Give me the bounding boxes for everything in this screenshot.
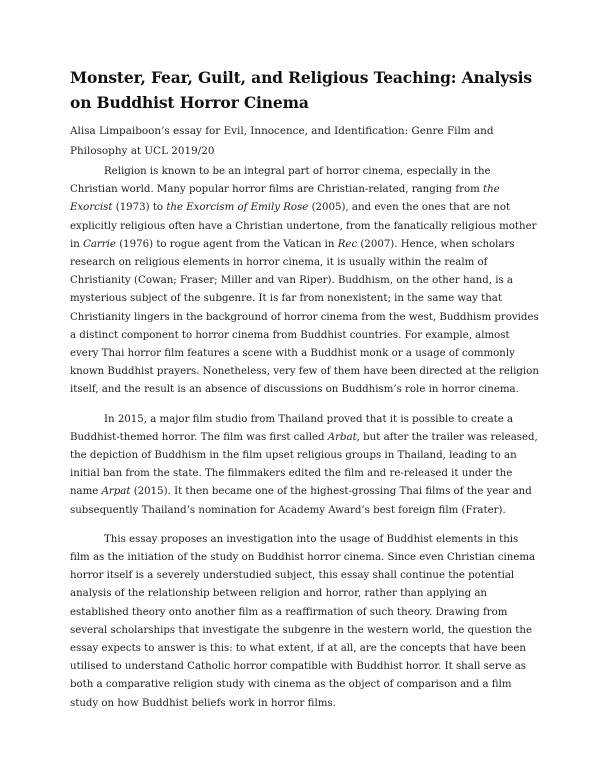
text-run: Religion is known to be an integral part of horror cinema, especially in the Christian world. Many popular horror films are Christian-related, ranging from [70,166,491,196]
document-title: Monster, Fear, Guilt, and Religious Teaching: Analysis on Buddhist Horror Cinema [70,68,532,112]
text-run: (2015). It then became one of the highest-grossing Thai films of the year and subsequently Thailand’s nomination for Academy Award’s best foreign film (Frater). [70,486,532,516]
document-subtitle: Alisa Limpaiboon’s essay for Evil, Innocence, and Identification: Genre Film and Philosophy at UCL 2019/20 [70,125,494,157]
italic-title-run: Arbat [327,431,357,443]
text-run: (1976) to rogue agent from the Vatican in [115,238,338,250]
text-run: (2005), and even the ones that are not explicitly religious often have a Christian undertone, from the fanatically religious mother in [70,202,537,250]
italic-title-run: the Exorcist [70,184,500,214]
text-run: , but after the trailer was released, the depiction of Buddhism in the film upset religious groups in Thailand, leading to an initial ban from the state. The filmmakers edited the film and re-released it under the name [70,431,538,498]
document-body [70,163,541,713]
italic-title-run: Arpat [101,486,131,498]
body-paragraph [70,411,541,520]
text-run: (2007). Hence, when scholars research on religious elements in horror cinema, it is usually within the realm of Christianity (Cowan; Fraser; Miller and van Riper). Buddhism, on the other hand, is a mysterious subject of the subgenre. It is far from nonexistent; in the same way that Christianity lingers in the background of horror cinema from the west, Buddhism provides a distinct component to horror cinema from Buddhist countries. For example, almost every Thai horror film features a scene with a Buddhist monk or a usage of commonly known Buddhist prayers. Nonetheless, very few of them have been directed at the religion itself, and the result is an absence of discussions on Buddhism’s role in horror cinema. [70,238,539,396]
text-run: (1973) to [112,202,167,214]
italic-title-run: Carrie [83,238,116,250]
text-run: In 2015, a major film studio from Thailand proved that it is possible to create a Buddhist-themed horror. The film was first called [70,413,514,443]
italic-title-run: Rec [337,238,358,250]
body-paragraph [70,163,541,400]
italic-title-run: the Exorcism of Emily Rose [166,202,309,214]
body-paragraph [70,531,541,713]
text-run: This essay proposes an investigation into the usage of Buddhist elements in this film as the initiation of the study on Buddhist horror cinema. Since even Christian cinema horror itself is a severely understudied subject, this essay shall continue the potential analysis of the relationship between religion and horror, rather than applying an established theory onto another film as a reaffirmation of such theory. Drawing from several scholarships that investigate the subgenre in the western world, the question the essay expects to answer is this: to what extent, if at all, are the concepts that have been utilised to understand Catholic horror compatible with Buddhist horror. It shall serve as both a comparative religion study with cinema as the object of comparison and a film study on how Buddhist beliefs work in horror films. [70,533,536,709]
